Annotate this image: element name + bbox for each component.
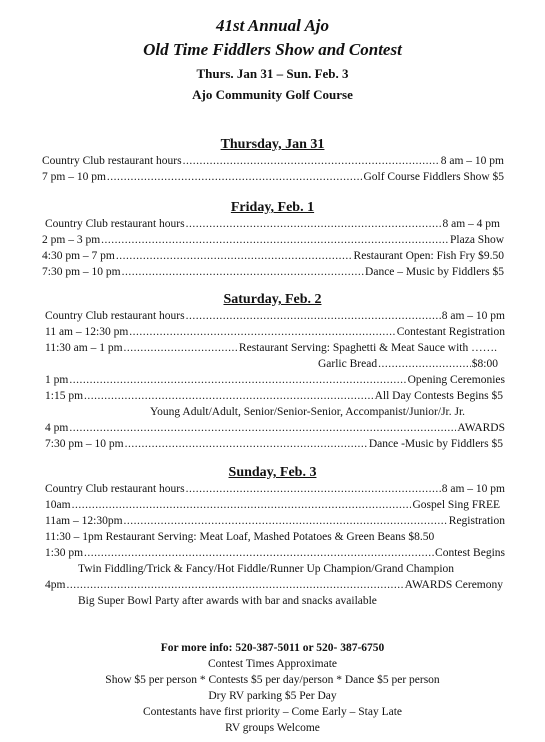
dot-leader (129, 324, 395, 340)
schedule-row (45, 513, 505, 529)
saturday-categories: Young Adult/Adult, Senior/Senior-Senior, Accompanist/Junior/Jr. Jr. (150, 406, 466, 418)
row-time: 4pm (45, 579, 66, 591)
row-time: 7:30 pm – 10 pm (42, 266, 121, 278)
sunday-categories: Twin Fiddling/Trick & Fancy/Hot Fiddle/Runner Up Champion/Grand Champion (78, 563, 455, 575)
contact-info: For more info: 520-387-5011 or 520- 387-6750 (160, 642, 385, 654)
row-event: 8 am – 4 pm (442, 218, 500, 230)
schedule-row (42, 153, 504, 169)
row-event: 8 am – 10 pm (441, 310, 505, 322)
row-time: 1:30 pm (45, 547, 84, 559)
schedule-row (42, 169, 504, 185)
schedule-row (318, 356, 498, 372)
footer-line: Contest Times Approximate (207, 658, 338, 670)
dot-leader (186, 216, 442, 232)
row-event: Gospel Sing FREE (412, 499, 500, 511)
schedule-row (45, 497, 500, 513)
superbowl-note: Big Super Bowl Party after awards with bar and snacks available (78, 595, 377, 607)
dot-leader (186, 481, 441, 497)
schedule-row (45, 420, 505, 436)
schedule-row (45, 545, 505, 561)
schedule-row (45, 308, 505, 324)
dot-leader (66, 577, 403, 593)
dot-leader (72, 497, 412, 513)
dot-leader (107, 169, 363, 185)
row-time: 10am (45, 499, 71, 511)
row-time: 4 pm (45, 422, 69, 434)
row-event: AWARDS Ceremony (404, 579, 503, 591)
row-time: 7:30 pm – 10 pm (45, 438, 124, 450)
row-event: Opening Ceremonies (407, 374, 505, 386)
row-time: 11am – 12:30pm (45, 515, 123, 527)
schedule-row (42, 264, 504, 280)
row-event: Golf Course Fiddlers Show $5 (363, 171, 504, 183)
row-time: Garlic Bread (318, 358, 378, 370)
schedule-row (45, 577, 503, 593)
sunday-lunch: 11:30 – 1pm Restaurant Serving: Meat Loaf, Mashed Potatoes & Green Beans $8.50 (45, 531, 435, 543)
row-time: Country Club restaurant hours (45, 218, 185, 230)
schedule-row (42, 248, 504, 264)
saturday-heading: Saturday, Feb. 2 (223, 292, 322, 307)
dot-leader (122, 264, 364, 280)
row-time: 1 pm (45, 374, 69, 386)
row-time: 1:15 pm (45, 390, 84, 402)
dot-leader (84, 388, 374, 404)
dot-leader (378, 356, 471, 372)
friday-heading: Friday, Feb. 1 (230, 200, 315, 215)
footer-line: Dry RV parking $5 Per Day (208, 690, 337, 702)
footer-line: Contestants have first priority – Come Early – Stay Late (142, 706, 402, 718)
row-event: Restaurant Serving: Spaghetti & Meat Sauce with ……. (238, 342, 497, 354)
schedule-row (45, 216, 500, 232)
dot-leader (125, 436, 368, 452)
schedule-row (45, 324, 505, 340)
dot-leader (84, 545, 434, 561)
dot-leader (101, 232, 449, 248)
schedule-row (45, 372, 505, 388)
row-event: All Day Contests Begins $5 (374, 390, 503, 402)
row-event: Registration (448, 515, 505, 527)
event-title: 41st Annual Ajo (215, 16, 330, 35)
dot-leader (116, 248, 353, 264)
row-event: Dance – Music by Fiddlers $5 (365, 266, 504, 278)
row-time: 7 pm – 10 pm (42, 171, 106, 183)
row-time: 2 pm – 3 pm (42, 234, 101, 246)
row-time: Country Club restaurant hours (42, 155, 182, 167)
event-dates: Thurs. Jan 31 – Sun. Feb. 3 (196, 66, 349, 81)
row-time: 11:30 am – 1 pm (45, 342, 123, 354)
row-event: 8 am – 10 pm (441, 483, 505, 495)
row-event: $8:00 (471, 358, 498, 370)
schedule-row (45, 388, 503, 404)
footer-line: RV groups Welcome (225, 722, 320, 734)
schedule-row (45, 340, 497, 356)
dot-leader (69, 420, 456, 436)
event-subtitle: Old Time Fiddlers Show and Contest (143, 40, 402, 59)
row-event: 8 am – 10 pm (440, 155, 504, 167)
dot-leader (69, 372, 406, 388)
row-event: Plaza Show (450, 234, 504, 246)
sunday-heading: Sunday, Feb. 3 (228, 465, 317, 480)
dot-leader (124, 513, 448, 529)
dot-leader (124, 340, 238, 356)
dot-leader (186, 308, 441, 324)
row-event: Contest Begins (435, 547, 505, 559)
row-event: Restaurant Open: Fish Fry $9.50 (353, 250, 504, 262)
row-time: 4:30 pm – 7 pm (42, 250, 115, 262)
row-time: Country Club restaurant hours (45, 310, 185, 322)
schedule-row (42, 232, 504, 248)
row-time: Country Club restaurant hours (45, 483, 185, 495)
dot-leader (183, 153, 440, 169)
thursday-heading: Thursday, Jan 31 (220, 137, 325, 152)
schedule-row (45, 436, 503, 452)
row-event: Dance -Music by Fiddlers $5 (368, 438, 503, 450)
row-event: Contestant Registration (396, 326, 505, 338)
event-venue: Ajo Community Golf Course (192, 87, 353, 102)
schedule-row (45, 481, 505, 497)
row-event: AWARDS (457, 422, 505, 434)
row-time: 11 am – 12:30 pm (45, 326, 129, 338)
footer-line: Show $5 per person * Contests $5 per day/person * Dance $5 per person (105, 674, 440, 686)
